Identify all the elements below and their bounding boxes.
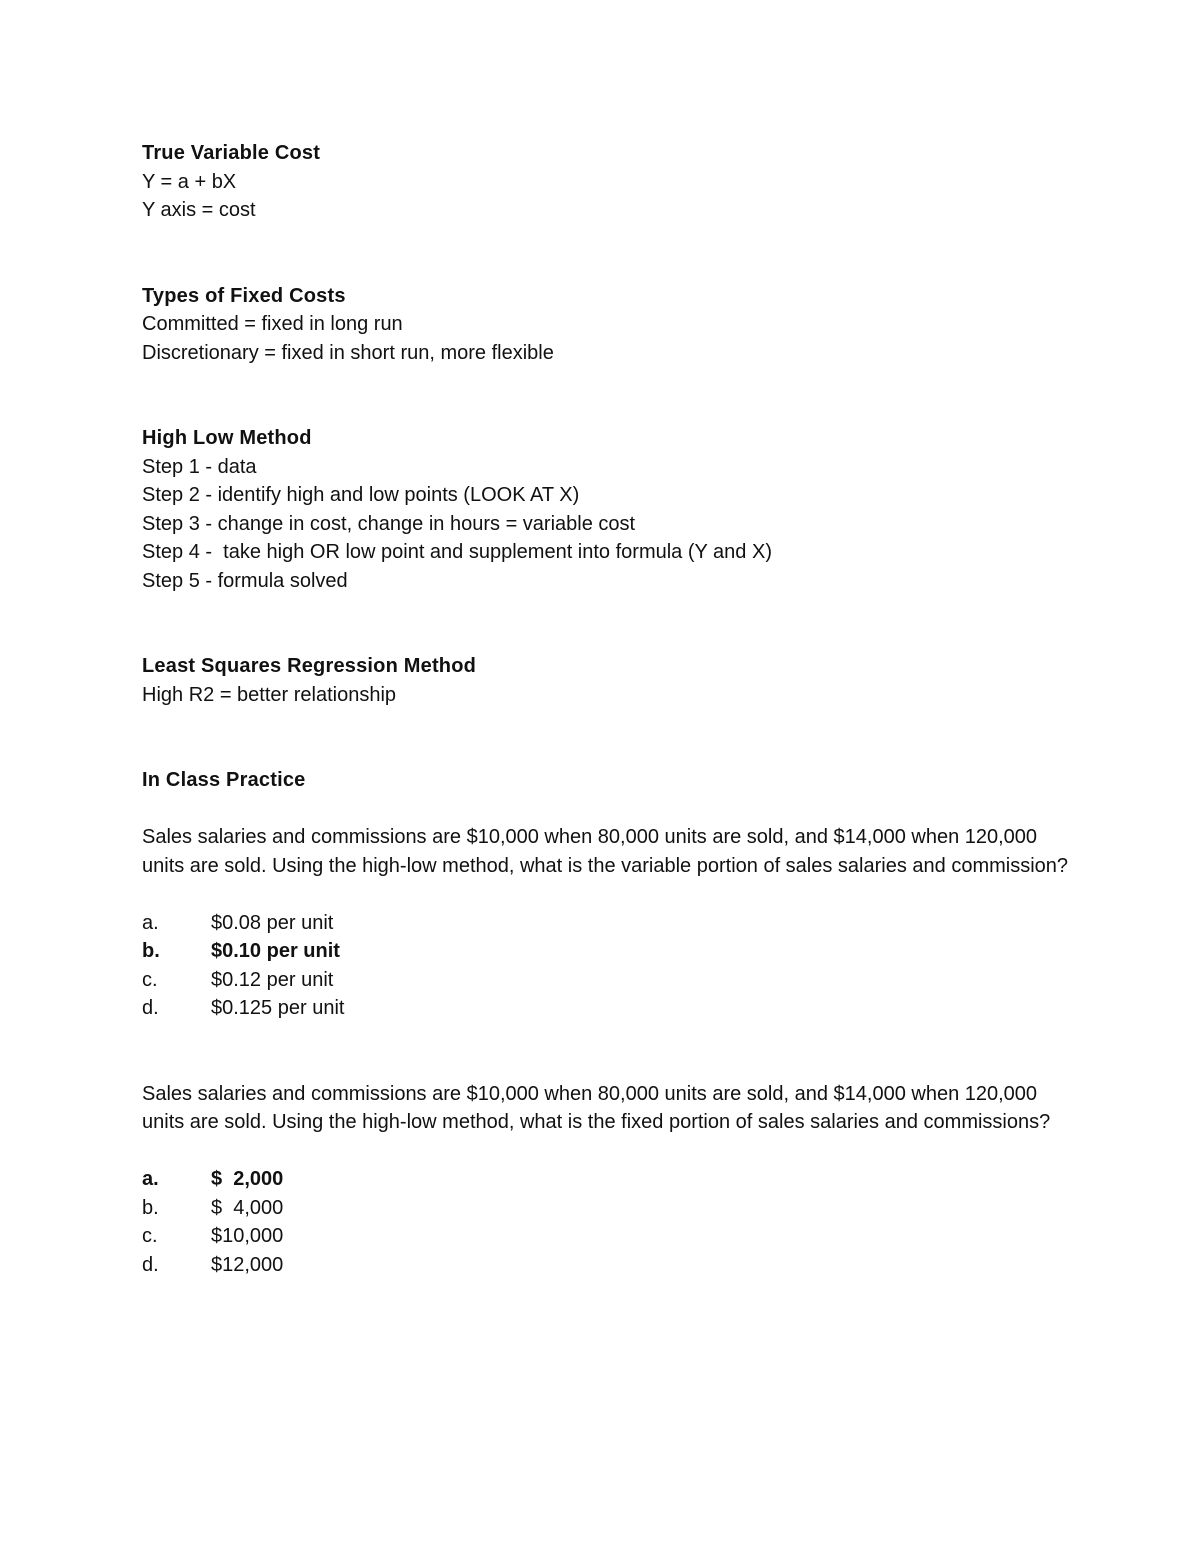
step-line: Step 5 - formula solved (142, 569, 348, 592)
section-title-types-of-fixed-costs: Types of Fixed Costs (142, 284, 346, 307)
option-letter: a. (142, 1168, 159, 1190)
question-2-option-c (142, 1222, 1072, 1251)
option-letter: d. (142, 997, 159, 1019)
option-letter: a. (142, 911, 159, 934)
section-title-in-class-practice: In Class Practice (142, 769, 306, 791)
question-1-option-c (142, 966, 1072, 995)
option-value: $ 4,000 (211, 1196, 284, 1219)
question-1-option-a (142, 909, 1072, 938)
option-letter: c. (142, 968, 158, 991)
text-line: Y = a + bX (142, 170, 237, 193)
text-line: Y axis = cost (142, 199, 256, 221)
document-page (142, 139, 1072, 1279)
question-1-option-d (142, 994, 1072, 1023)
text-line: Committed = fixed in long run (142, 313, 403, 335)
section-title-high-low-method: High Low Method (142, 427, 312, 449)
option-value: $0.12 per unit (211, 968, 334, 991)
option-value: $10,000 (211, 1225, 284, 1247)
question-2-option-a-correct (142, 1165, 1072, 1194)
text-line: High R2 = better relationship (142, 683, 397, 706)
step-line: Step 2 - identify high and low points (LOOK AT X) (142, 484, 580, 506)
option-value: $12,000 (211, 1253, 284, 1276)
option-letter: b. (142, 940, 160, 962)
option-letter: d. (142, 1253, 159, 1276)
step-line: Step 4 - take high OR low point and supplement into formula (Y and X) (142, 541, 772, 563)
option-letter: b. (142, 1196, 159, 1219)
step-line: Step 3 - change in cost, change in hours = variable cost (142, 512, 636, 535)
text-line: Discretionary = fixed in short run, more flexible (142, 341, 554, 364)
question-2-text: Sales salaries and commissions are $10,000 when 80,000 units are sold, and $14,000 when 120,000 units are sold. Using the high-low method, what is the fixed portion of sales salaries and commissions? (142, 1082, 1051, 1133)
question-2-option-d (142, 1251, 1072, 1280)
option-value: $0.10 per unit (211, 940, 340, 962)
option-value: $ 2,000 (211, 1168, 284, 1190)
option-value: $0.08 per unit (211, 911, 334, 934)
question-1-text: Sales salaries and commissions are $10,000 when 80,000 units are sold, and $14,000 when 120,000 units are sold. Using the high-low method, what is the variable portion of sales salaries and commission? (142, 826, 1069, 877)
question-2-option-b (142, 1194, 1072, 1223)
section-title-least-squares: Least Squares Regression Method (142, 655, 477, 677)
step-line: Step 1 - data (142, 455, 257, 478)
option-value: $0.125 per unit (211, 997, 345, 1019)
section-title-true-variable-cost: True Variable Cost (142, 142, 321, 164)
question-1-option-b-correct (142, 937, 1072, 966)
option-letter: c. (142, 1225, 158, 1247)
